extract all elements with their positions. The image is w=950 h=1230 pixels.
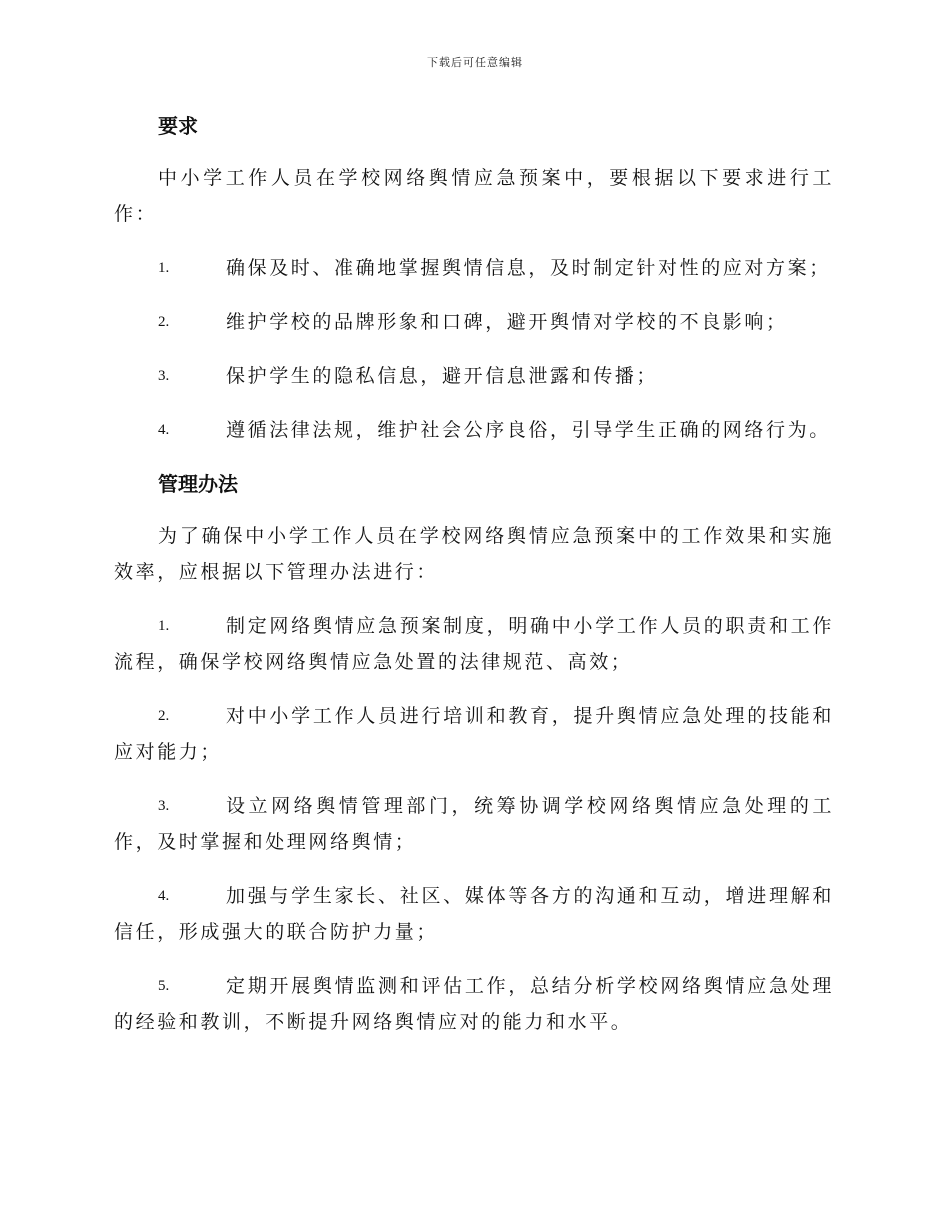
list-item-text: 定期开展舆情监测和评估工作，总结分析学校网络舆情应急处理的经验和教训，不断提升网络舆情应对的能力和水平。 [114,975,834,1033]
list-item [114,878,834,950]
list-item-text: 维护学校的品牌形象和口碑，避开舆情对学校的不良影响； [226,311,788,333]
list-item [114,412,834,448]
section-heading-requirements: 要求 [158,114,198,138]
section-heading-management: 管理办法 [158,472,238,496]
list-item-number: 4. [158,422,170,438]
list-item-text: 遵循法律法规，维护社会公序良俗，引导学生正确的网络行为。 [226,419,831,441]
list-item [114,358,834,394]
list-item [114,788,834,860]
list-item [114,698,834,770]
list-item-text: 加强与学生家长、社区、媒体等各方的沟通和互动，增进理解和信任，形成强大的联合防护力量； [114,885,834,943]
list-item [114,608,834,680]
list-item-text: 确保及时、准确地掌握舆情信息，及时制定针对性的应对方案； [226,257,831,279]
list-item-number: 1. [158,618,170,634]
page-header: 下载后可任意编辑 [427,56,523,69]
list-item-text: 对中小学工作人员进行培训和教育，提升舆情应急处理的技能和应对能力； [114,705,834,763]
list-item-number: 1. [158,260,170,276]
list-item-number: 4. [158,888,170,904]
list-item [114,968,834,1040]
section-intro-management: 为了确保中小学工作人员在学校网络舆情应急预案中的工作效果和实施效率，应根据以下管理办法进行： [114,525,834,583]
document-body [114,108,834,1040]
list-item-number: 3. [158,798,170,814]
list-item-text: 设立网络舆情管理部门，统筹协调学校网络舆情应急处理的工作，及时掌握和处理网络舆情； [114,795,834,853]
list-item-text: 保护学生的隐私信息，避开信息泄露和传播； [226,365,659,387]
list-item-number: 2. [158,708,170,724]
list-item [114,304,834,340]
section-intro-requirements: 中小学工作人员在学校网络舆情应急预案中，要根据以下要求进行工作： [114,167,834,225]
list-item-text: 制定网络舆情应急预案制度，明确中小学工作人员的职责和工作流程，确保学校网络舆情应急处置的法律规范、高效； [114,615,834,673]
list-item-number: 2. [158,314,170,330]
list-item-number: 3. [158,368,170,384]
list-item-number: 5. [158,978,170,994]
list-item [114,250,834,286]
